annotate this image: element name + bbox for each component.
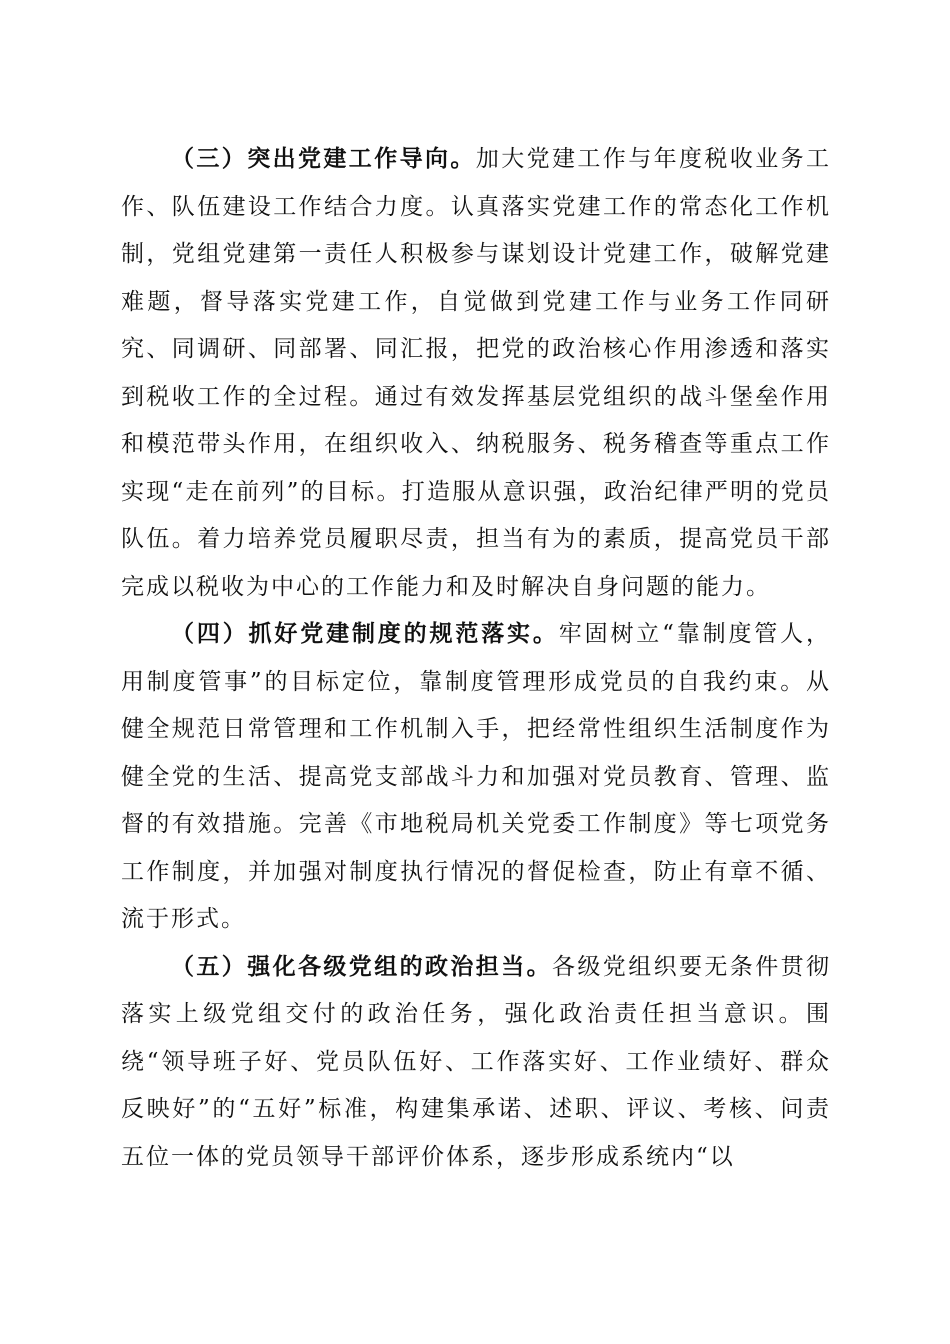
paragraph-3 [121, 136, 831, 611]
paragraph-text: 加大党建工作与年度税收业务工作、队伍建设工作结合力度。认真落实党建工作的常态化工作机制，党组党建第一责任人积极参与谋划设计党建工作，破解党建难题，督导落实党建工作，自觉做到党建工作与业务工作同研究、同调研、同部署、同汇报，把党的政治核心作用渗透和落实到税收工作的全过程。通过有效发挥基层党组织的战斗堡垒作用和模范带头作用，在组织收入、纳税服务、税务稽查等重点工作实现“走在前列”的目标。打造服从意识强，政治纪律严明的党员队伍。着力培养党员履职尽责，担当有为的素质，提高党员干部完成以税收为中心的工作能力和及时解决自身问题的能力。 [121, 146, 832, 600]
paragraph-heading: （三）突出党建工作导向。 [171, 146, 476, 172]
paragraph-4 [121, 611, 831, 944]
paragraph-heading: （五）强化各级党组的政治担当。 [171, 953, 552, 980]
paragraph-heading: （四）抓好党建制度的规范落实。 [171, 621, 559, 647]
document-body [121, 136, 831, 1181]
paragraph-text: 牢固树立“靠制度管人，用制度管事”的目标定位，靠制度管理形成党员的自我约束。从健全规范日常管理和工作机制入手，把经常性组织生活制度作为健全党的生活、提高党支部战斗力和加强对党员教育、管理、监督的有效措施。完善《市地税局机关党委工作制度》等七项党务工作制度，并加强对制度执行情况的督促检查，防止有章不循、流于形式。 [121, 621, 832, 932]
paragraph-5 [121, 944, 831, 1182]
paragraph-text: 各级党组织要无条件贯彻落实上级党组交付的政治任务，强化政治责任担当意识。围绕“领导班子好、党员队伍好、工作落实好、工作业绩好、群众反映好”的“五好”标准，构建集承诺、述职、评议、考核、问责五位一体的党员领导干部评价体系，逐步形成系统内“以 [121, 953, 832, 1170]
